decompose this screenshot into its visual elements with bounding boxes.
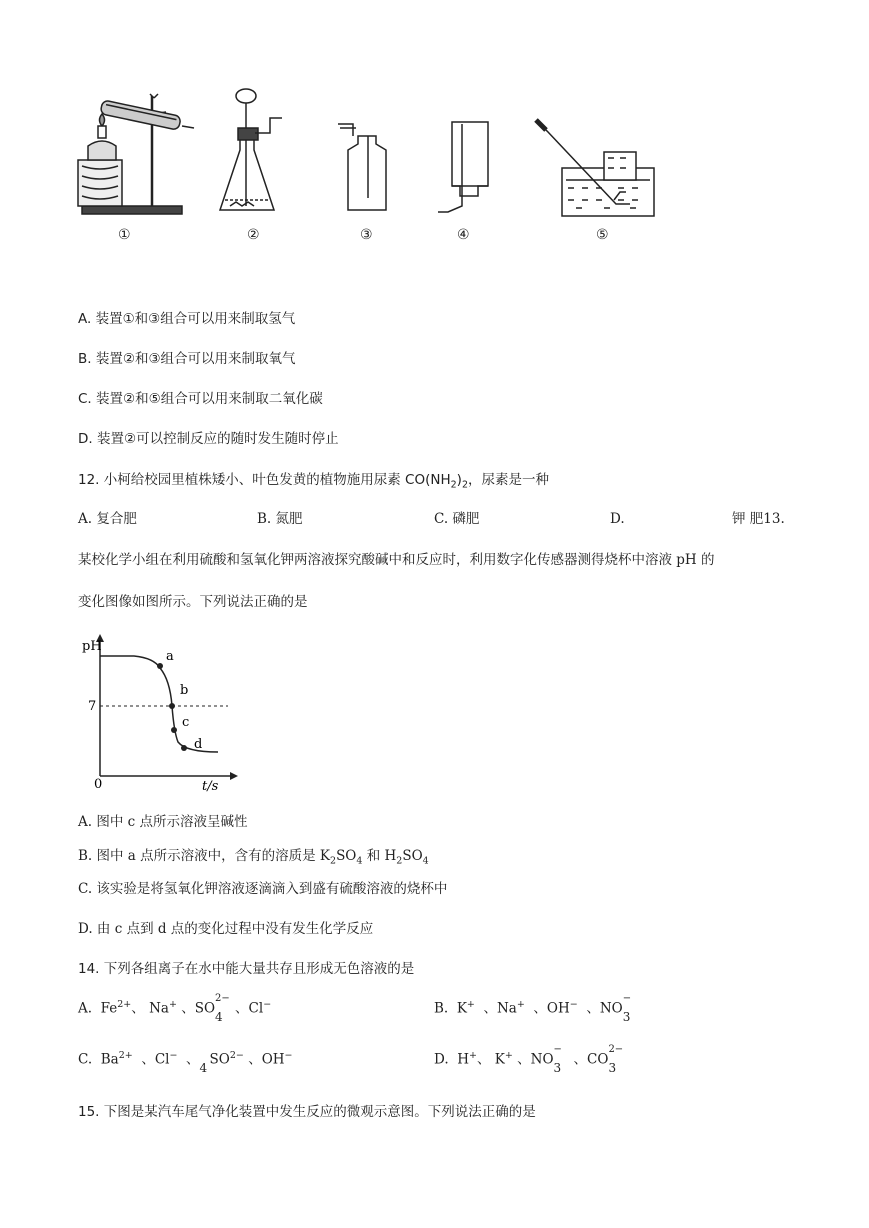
- q13-option-b: B. 图中 a 点所示溶液中，含有的溶质是 $K_2SO_4$ 和 $H_2SO_4$: [78, 848, 429, 867]
- point-c: [171, 727, 177, 733]
- q12-option-d-text: 钾 肥13.: [732, 511, 785, 527]
- q11-option-b: B. 装置②和③组合可以用来制取氧气: [78, 351, 296, 367]
- q14-option-c: C. $Ba^{2+}$ 、Cl− 、 4 $SO^{2-}$ 、OH−: [78, 1050, 293, 1075]
- q11-option-a: A. 装置①和③组合可以用来制取氢气: [78, 311, 296, 327]
- q11-option-c: C. 装置②和⑤组合可以用来制取二氧化碳: [78, 391, 323, 407]
- apparatus-label-4: ④: [457, 227, 470, 243]
- q14-option-a: A. $Fe^{2+}$、 Na+ 、SO 2− 4 、Cl−: [78, 992, 272, 1024]
- q15-stem: 15. 下图是某汽车尾气净化装置中发生反应的微观示意图。下列说法正确的是: [78, 1104, 536, 1120]
- reference-line-label: 7: [88, 699, 97, 714]
- point-label-a: a: [166, 649, 174, 664]
- origin-label: 0: [94, 777, 103, 792]
- apparatus-3: [338, 124, 386, 210]
- x-axis-arrow: [230, 772, 238, 780]
- q12-option-c: C. 磷肥: [434, 511, 480, 527]
- apparatus-2: [220, 89, 282, 210]
- q13-option-c: C. 该实验是将氢氧化钾溶液逐滴滴入到盛有硫酸溶液的烧杯中: [78, 881, 448, 897]
- point-label-d: d: [194, 737, 203, 752]
- apparatus-5: [536, 120, 654, 216]
- point-label-c: c: [182, 715, 190, 730]
- q14-option-b: B. K+ 、Na+ 、OH− 、NO − 3: [434, 992, 632, 1024]
- q13-option-d: D. 由 c 点到 d 点的变化过程中没有发生化学反应: [78, 921, 374, 937]
- apparatus-label-3: ③: [360, 227, 373, 243]
- apparatus-label-2: ②: [247, 227, 260, 243]
- point-label-b: b: [180, 683, 189, 698]
- point-a: [157, 663, 163, 669]
- q12-option-d-label: D.: [610, 511, 625, 527]
- point-b: [169, 703, 175, 709]
- apparatus-1: [78, 94, 194, 214]
- q14-option-d: D. H+、 K+ 、NO − 3 、CO 2− 3: [434, 1043, 624, 1075]
- apparatus-4: [438, 122, 488, 212]
- point-d: [181, 745, 187, 751]
- q11-option-d: D. 装置②可以控制反应的随时发生随时停止: [78, 431, 339, 447]
- apparatus-figure: [70, 88, 690, 248]
- q12-option-b: B. 氮肥: [257, 511, 303, 527]
- q13-option-a: A. 图中 c 点所示溶液呈碱性: [78, 814, 248, 830]
- x-axis-label: t/s: [202, 779, 219, 794]
- q13-stem-line1: 某校化学小组在利用硫酸和氢氧化钾两溶液探究酸碱中和反应时，利用数字化传感器测得烧杯中溶液 pH 的: [78, 552, 715, 568]
- q13-stem-line2: 变化图像如图所示。下列说法正确的是: [78, 594, 308, 610]
- q12-option-a: A. 复合肥: [78, 511, 137, 527]
- q14-stem: 14. 下列各组离子在水中能大量共存且形成无色溶液的是: [78, 961, 415, 977]
- ph-chart: [78, 628, 248, 796]
- y-axis-label: pH: [82, 639, 102, 654]
- apparatus-label-5: ⑤: [596, 227, 609, 243]
- q12-stem: 12. 小柯给校园里植株矮小、叶色发黄的植物施用尿素 $CO(NH_2)_2$，尿素是一种: [78, 472, 549, 491]
- apparatus-label-1: ①: [118, 227, 131, 243]
